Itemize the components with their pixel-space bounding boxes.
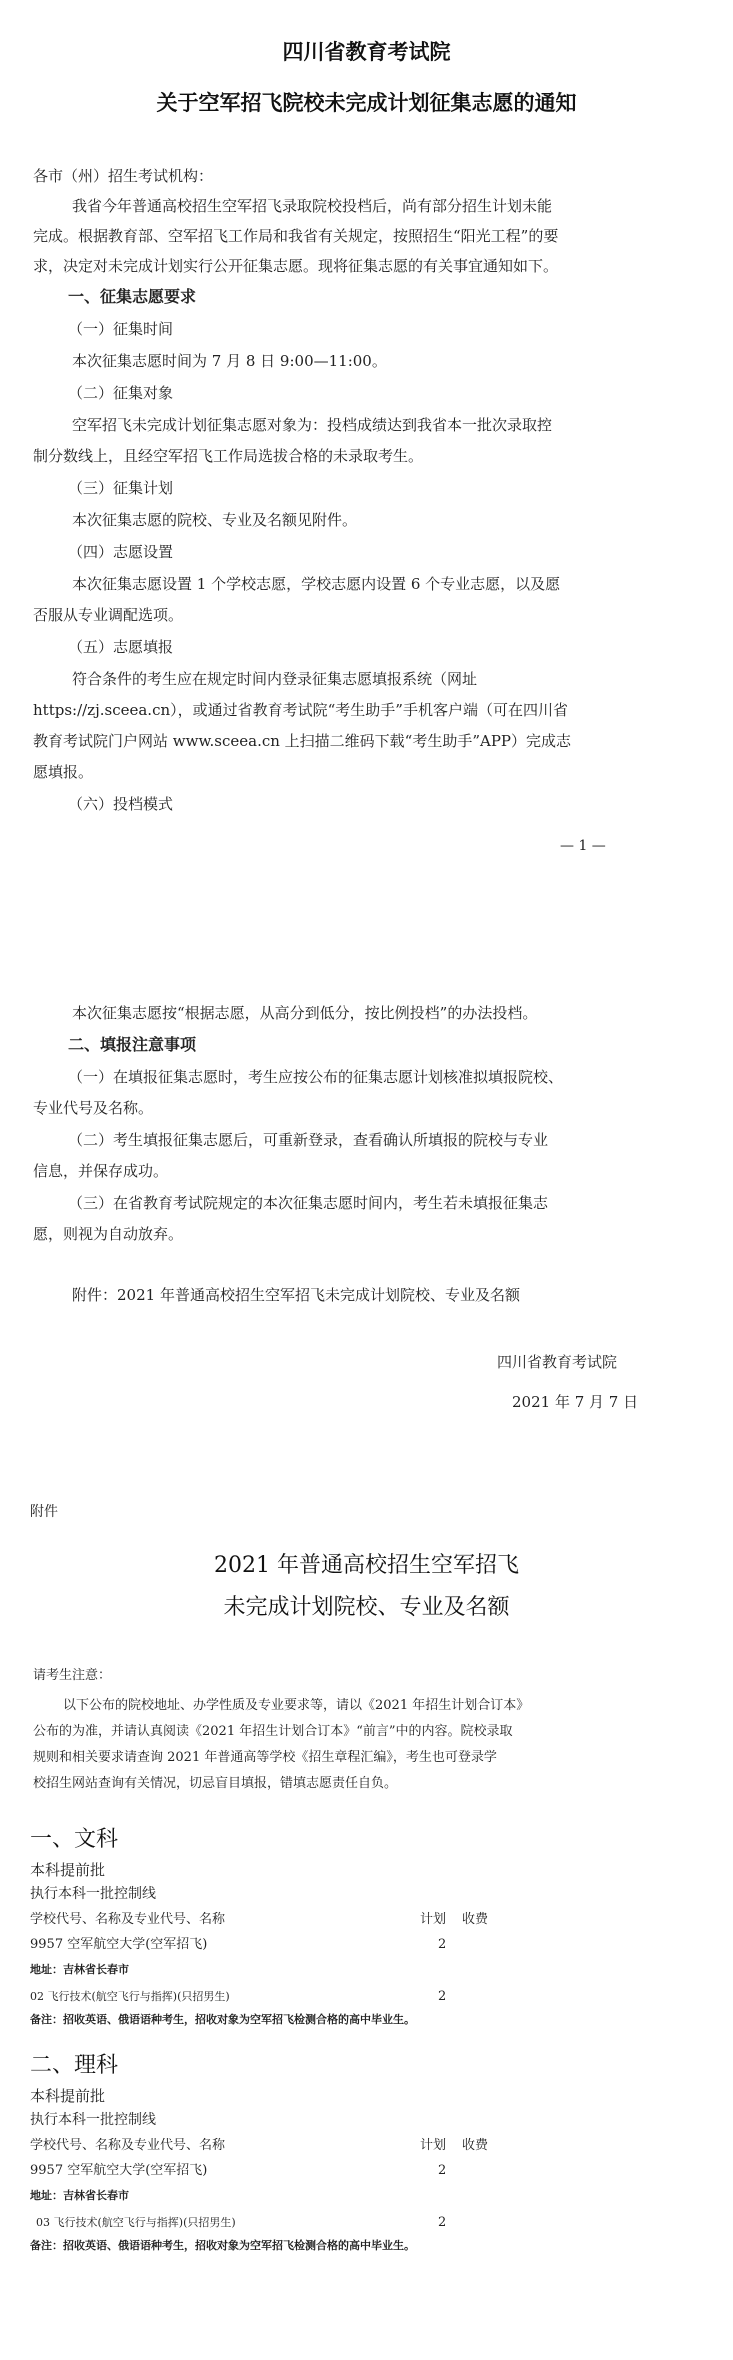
col-plan: 计划 xyxy=(420,1912,447,1927)
s5-line: 教育考试院门户网站 www.sceea.cn 上扫描二维码下载“考生助手”APP）完成志 xyxy=(33,732,572,750)
school-address: 地址：吉林省长春市 xyxy=(30,1963,129,1976)
remark: 备注：招收英语、俄语语种考生，招收对象为空军招飞检测合格的高中毕业生。 xyxy=(30,2013,415,2026)
school-address: 地址：吉林省长春市 xyxy=(30,2189,129,2202)
appendix-note-line: 公布的为准，并请认真阅读《2021 年招生计划合订本》“前言”中的内容。院校录取 xyxy=(33,1724,513,1739)
section-1-title: 一、征集志愿要求 xyxy=(68,287,197,306)
s3-heading: （三）征集计划 xyxy=(68,479,174,497)
school-plan: 2 xyxy=(438,1937,447,1952)
note-3-line: （三）在省教育考试院规定的本次征集志愿时间内，考生若未填报征集志 xyxy=(68,1194,549,1212)
school-plan: 2 xyxy=(438,2163,447,2178)
col-plan: 计划 xyxy=(420,2138,447,2153)
appendix-note-head: 请考生注意： xyxy=(33,1668,112,1683)
s5-line: 愿填报。 xyxy=(33,763,94,781)
section-name: 二、理科 xyxy=(30,2053,119,2078)
salutation: 各市（州）招生考试机构： xyxy=(33,167,214,185)
major-plan: 2 xyxy=(438,1989,447,2004)
org-title: 四川省教育考试院 xyxy=(282,39,451,64)
s4-line: 本次征集志愿设置 1 个学校志愿，学校志愿内设置 6 个专业志愿，以及愿 xyxy=(72,575,561,593)
s6-heading: （六）投档模式 xyxy=(68,795,174,813)
signature-org: 四川省教育考试院 xyxy=(497,1353,618,1371)
col-school: 学校代号、名称及专业代号、名称 xyxy=(30,2138,226,2153)
attachment-line: 附件：2021 年普通高校招生空军招飞未完成计划院校、专业及名额 xyxy=(72,1286,520,1304)
s4-heading: （四）志愿设置 xyxy=(68,543,174,561)
school-row: 9957 空军航空大学(空军招飞) xyxy=(30,1937,208,1952)
col-school: 学校代号、名称及专业代号、名称 xyxy=(30,1912,226,1927)
remark: 备注：招收英语、俄语语种考生，招收对象为空军招飞检测合格的高中毕业生。 xyxy=(30,2239,415,2252)
signature-date: 2021 年 7 月 7 日 xyxy=(512,1393,639,1411)
intro-line: 求，决定对未完成计划实行公开征集志愿。现将征集志愿的有关事宜通知如下。 xyxy=(33,257,559,275)
appendix-note-line: 规则和相关要求请查询 2021 年普通高等学校《招生章程汇编》，考生也可登录学 xyxy=(33,1750,497,1765)
col-fee: 收费 xyxy=(462,2138,489,2153)
appendix-label: 附件 xyxy=(30,1504,58,1520)
s6-text: 本次征集志愿按“根据志愿，从高分到低分，按比例投档”的办法投档。 xyxy=(72,1004,538,1022)
col-fee: 收费 xyxy=(462,1912,489,1927)
major-row: 03 飞行技术(航空飞行与指挥)(只招男生) xyxy=(36,2216,236,2229)
school-row: 9957 空军航空大学(空军招飞) xyxy=(30,2163,208,2178)
s5-heading: （五）志愿填报 xyxy=(68,638,174,656)
batch-name: 本科提前批 xyxy=(30,1861,106,1879)
note-1-line: （一）在填报征集志愿时，考生应按公布的征集志愿计划核准拟填报院校、 xyxy=(68,1068,564,1086)
intro-line: 我省今年普通高校招生空军招飞录取院校投档后，尚有部分招生计划未能 xyxy=(72,197,553,215)
s5-line: https://zj.sceea.cn），或通过省教育考试院“考生助手”手机客户端（可在四川省 xyxy=(33,701,568,719)
control-line: 执行本科一批控制线 xyxy=(30,2112,156,2128)
s4-line: 否服从专业调配选项。 xyxy=(33,606,184,624)
section-name: 一、文科 xyxy=(30,1827,119,1852)
major-row: 02 飞行技术(航空飞行与指挥)(只招男生) xyxy=(30,1990,230,2003)
s2-line: 制分数线上，且经空军招飞工作局选拔合格的未录取考生。 xyxy=(33,447,424,465)
s1-heading: （一）征集时间 xyxy=(68,320,174,338)
note-2-line: （二）考生填报征集志愿后，可重新登录，查看确认所填报的院校与专业 xyxy=(68,1131,549,1149)
s1-text: 本次征集志愿时间为 7 月 8 日 9:00—11:00。 xyxy=(72,352,387,370)
section-2-title: 二、填报注意事项 xyxy=(68,1035,197,1054)
appendix-note-line: 以下公布的院校地址、办学性质及专业要求等，请以《2021 年招生计划合订本》 xyxy=(63,1698,530,1713)
s5-line: 符合条件的考生应在规定时间内登录征集志愿填报系统（网址 xyxy=(72,670,478,688)
major-plan: 2 xyxy=(438,2215,447,2230)
batch-name: 本科提前批 xyxy=(30,2087,106,2105)
s3-text: 本次征集志愿的院校、专业及名额见附件。 xyxy=(72,511,358,529)
s2-line: 空军招飞未完成计划征集志愿对象为：投档成绩达到我省本一批次录取控 xyxy=(72,416,553,434)
page-number: — 1 — xyxy=(560,838,606,854)
note-1-line: 专业代号及名称。 xyxy=(33,1099,154,1117)
appendix-note-line: 校招生网站查询有关情况，切忌盲目填报，错填志愿责任自负。 xyxy=(33,1776,398,1791)
appendix-title-line-1: 2021 年普通高校招生空军招飞 xyxy=(214,1553,519,1578)
appendix-title-line-2: 未完成计划院校、专业及名额 xyxy=(223,1595,510,1620)
doc-title: 关于空军招飞院校未完成计划征集志愿的通知 xyxy=(156,90,577,115)
intro-line: 完成。根据教育部、空军招飞工作局和我省有关规定，按照招生“阳光工程”的要 xyxy=(33,227,559,245)
s2-heading: （二）征集对象 xyxy=(68,384,174,402)
control-line: 执行本科一批控制线 xyxy=(30,1886,156,1902)
note-2-line: 信息，并保存成功。 xyxy=(33,1162,169,1180)
note-3-line: 愿，则视为自动放弃。 xyxy=(33,1225,184,1243)
